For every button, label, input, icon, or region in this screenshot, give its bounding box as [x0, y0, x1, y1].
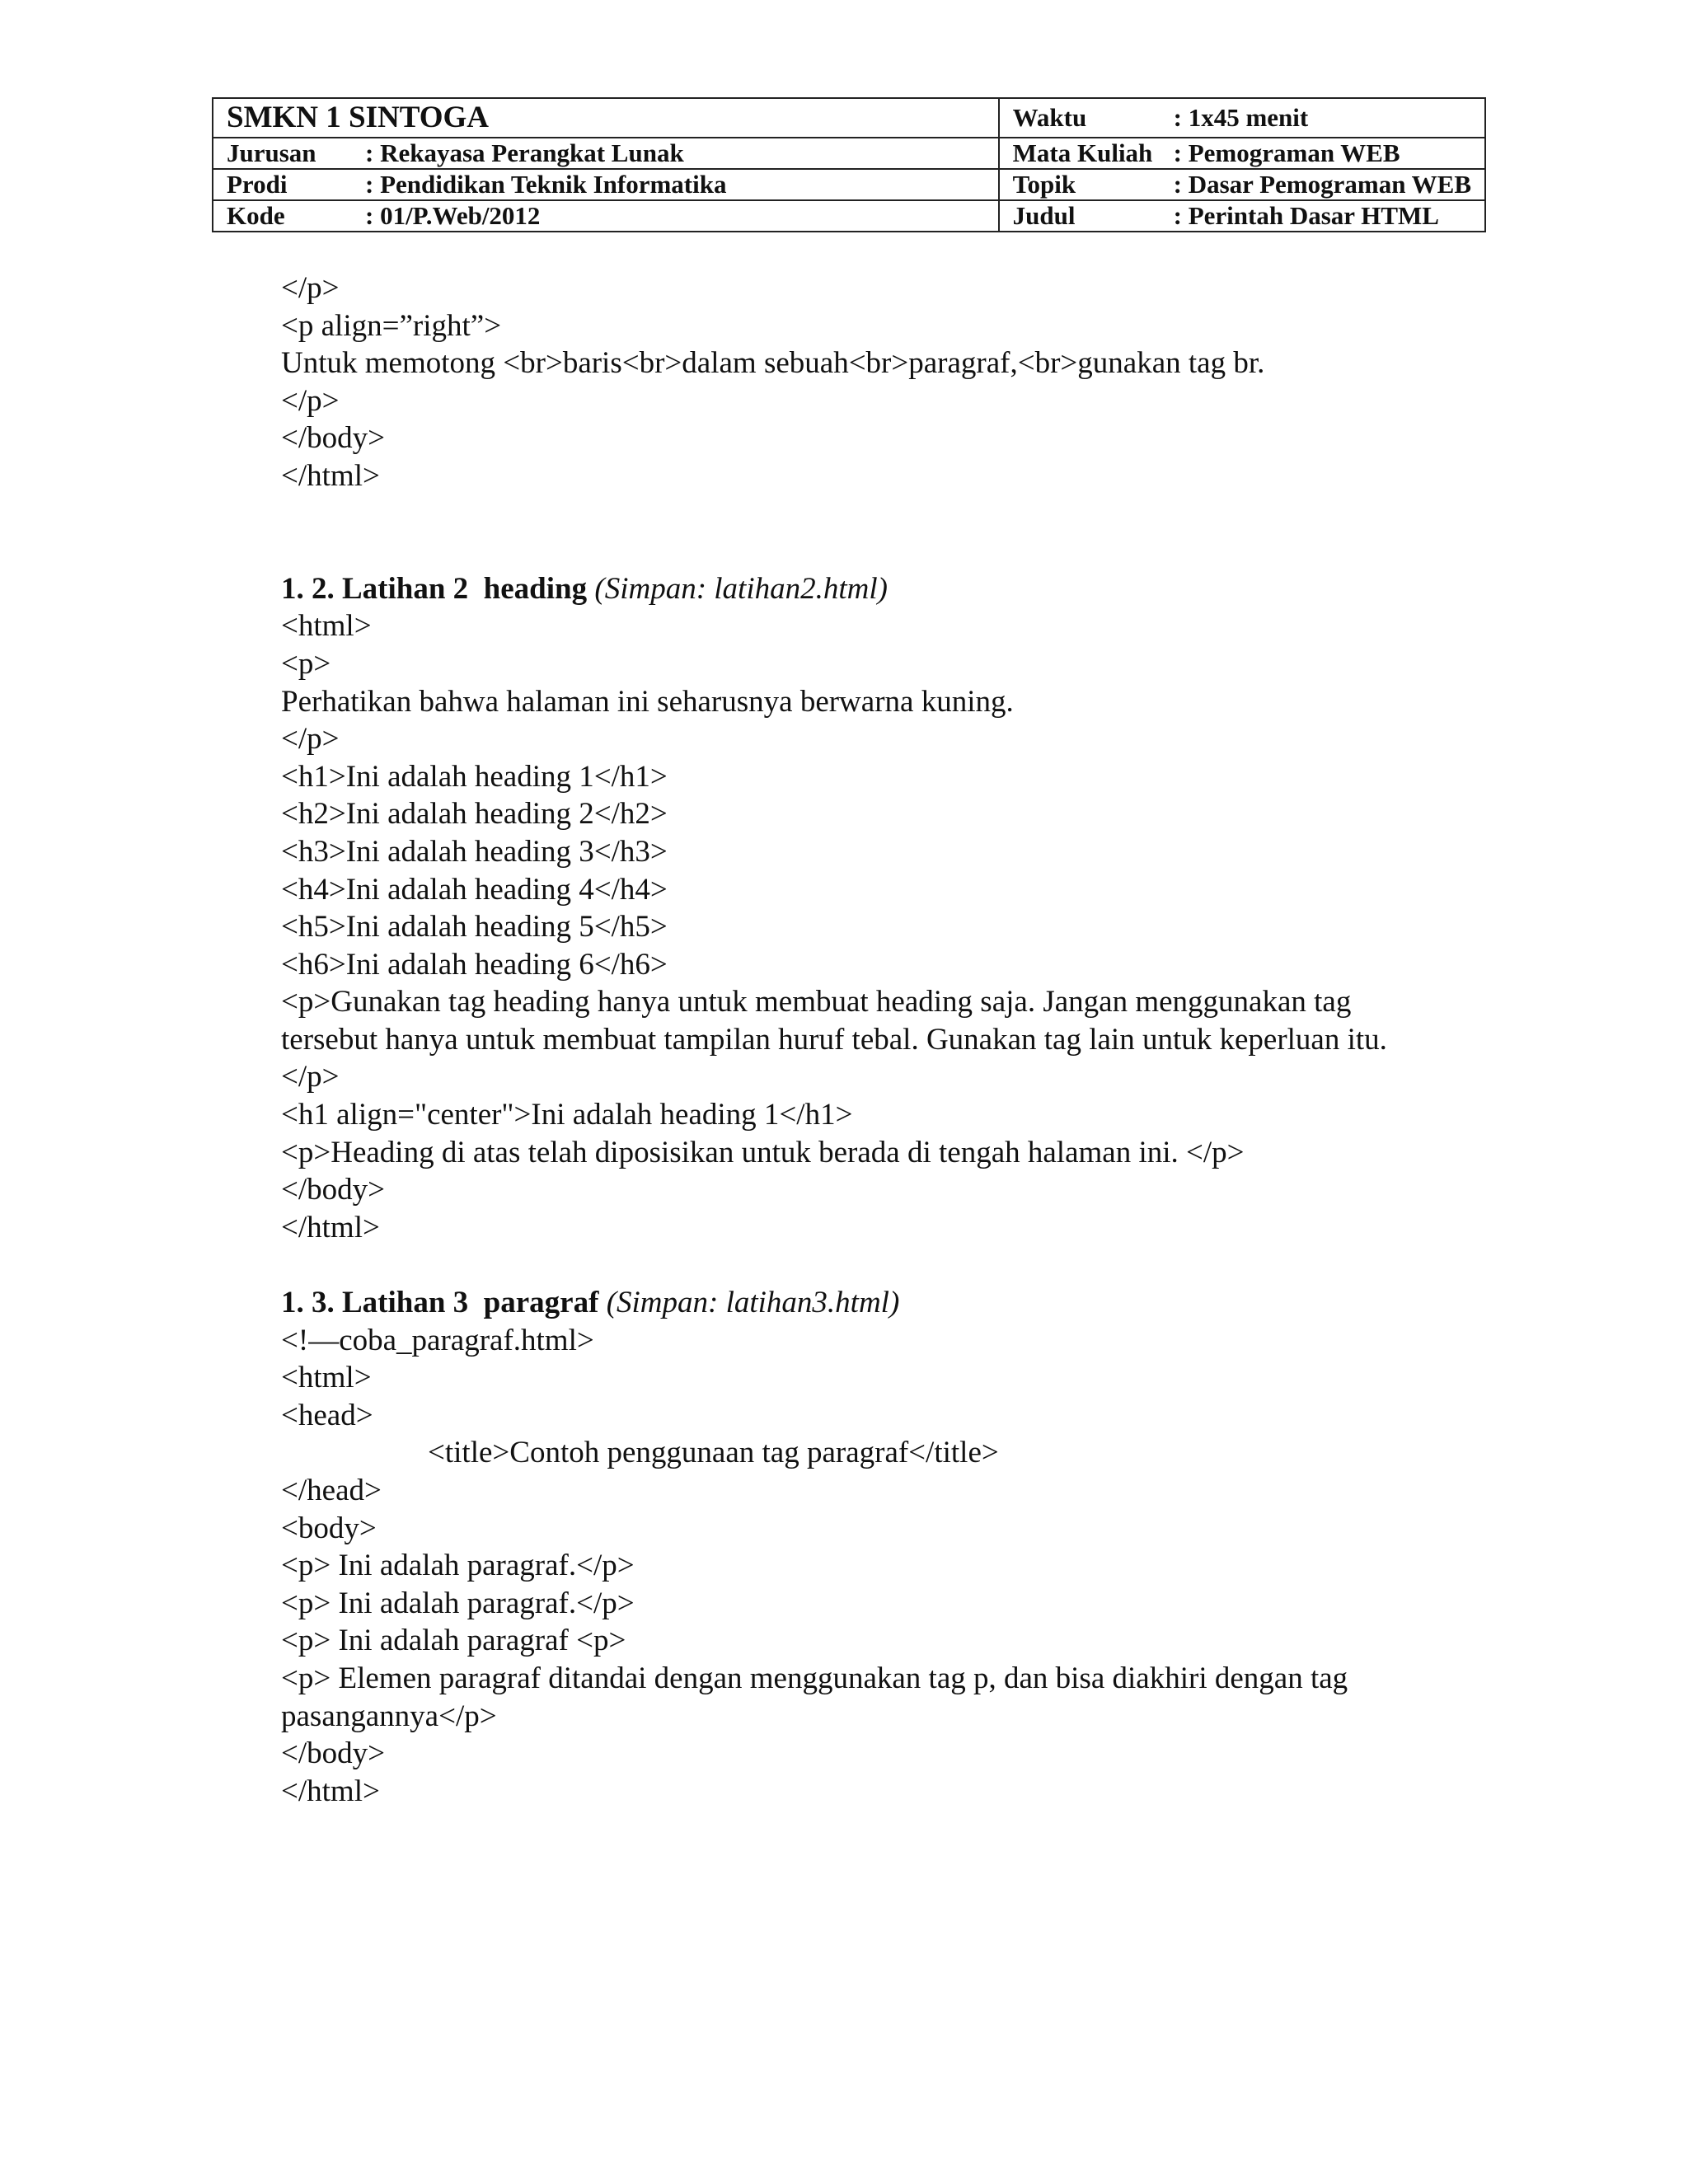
- code-line: <h3>Ini adalah heading 3</h3>: [281, 834, 668, 869]
- section-3-save-note: (Simpan: latihan3.html): [606, 1286, 900, 1320]
- header-row-kode: [213, 200, 1485, 232]
- section-2-title: 1. 2. Latihan 2 heading: [281, 571, 588, 606]
- code-line: <h1 align="center">Ini adalah heading 1</h1>: [281, 1098, 853, 1132]
- code-line: </p>: [281, 271, 340, 305]
- code-line: Perhatikan bahwa halaman ini seharusnya berwarna kuning.: [281, 684, 1014, 719]
- header-waktu-cell: [999, 98, 1485, 138]
- code-line: </html>: [281, 458, 380, 493]
- topik-value: : Dasar Pemograman WEB: [1173, 170, 1471, 199]
- mata-kuliah-label: Mata Kuliah: [1012, 138, 1153, 167]
- waktu-value: : 1x45 menit: [1173, 103, 1309, 132]
- jurusan-label: Jurusan: [227, 138, 316, 167]
- code-line: </html>: [281, 1210, 380, 1244]
- code-line: <h4>Ini adalah heading 4</h4>: [281, 872, 668, 907]
- code-line: </html>: [281, 1774, 380, 1808]
- kode-value: : 01/P.Web/2012: [365, 201, 541, 230]
- code-line: </body>: [281, 421, 386, 456]
- code-line: <p>: [281, 646, 331, 681]
- code-line: <p align=”right”>: [281, 308, 502, 343]
- code-line: <title>Contoh penggunaan tag paragraf</title>: [428, 1436, 999, 1470]
- code-line: <p>Heading di atas telah diposisikan untuk berada di tengah halaman ini. </p>: [281, 1135, 1245, 1169]
- code-line: </p>: [281, 383, 340, 418]
- spacer: [281, 1246, 1493, 1284]
- header-school-cell: [213, 98, 999, 138]
- code-line: </head>: [281, 1474, 382, 1507]
- code-line: <h5>Ini adalah heading 5</h5>: [281, 910, 668, 944]
- kode-label: Kode: [227, 201, 285, 230]
- code-line: <h1>Ini adalah heading 1</h1>: [281, 759, 668, 794]
- code-line: <!—coba_paragraf.html>: [281, 1323, 594, 1357]
- code-line: <p> Ini adalah paragraf.</p>: [281, 1586, 635, 1620]
- header-row-school: [213, 98, 1485, 138]
- topik-label: Topik: [1012, 170, 1076, 199]
- code-line: </p>: [281, 1060, 340, 1094]
- header-row-prodi: [213, 169, 1485, 200]
- code-line: Untuk memotong <br>baris<br>dalam sebuah<br>paragraf,<br>gunakan tag br.: [281, 346, 1265, 381]
- document-body: [281, 269, 1493, 1810]
- school-name: SMKN 1 SINTOGA: [227, 100, 489, 134]
- code-line: <html>: [281, 609, 372, 644]
- judul-label: Judul: [1012, 201, 1076, 230]
- code-line: <h2>Ini adalah heading 2</h2>: [281, 797, 668, 832]
- code-line: </body>: [281, 1173, 386, 1207]
- prodi-value: : Pendidikan Teknik Informatika: [365, 170, 727, 199]
- code-line: <p> Ini adalah paragraf.</p>: [281, 1549, 635, 1583]
- code-line: <h6>Ini adalah heading 6</h6>: [281, 947, 668, 982]
- header-table: [212, 97, 1486, 232]
- code-line: <p> Ini adalah paragraf <p>: [281, 1624, 626, 1658]
- spacer: [281, 495, 1493, 570]
- code-line: pasangannya</p>: [281, 1699, 497, 1733]
- header-prodi-cell: [213, 169, 999, 200]
- section-3-title: 1. 3. Latihan 3 paragraf: [281, 1286, 599, 1320]
- mata-kuliah-value: : Pemograman WEB: [1173, 138, 1400, 167]
- header-mata-kuliah-cell: [999, 138, 1485, 169]
- header-row-jurusan: [213, 138, 1485, 169]
- code-line: <p> Elemen paragraf ditandai dengan menggunakan tag p, dan bisa diakhiri dengan tag: [281, 1661, 1348, 1695]
- prodi-label: Prodi: [227, 170, 288, 199]
- header-topik-cell: [999, 169, 1485, 200]
- code-line: </body>: [281, 1736, 386, 1771]
- section-2-heading: [281, 570, 1493, 608]
- code-line: <head>: [281, 1398, 373, 1432]
- waktu-label: Waktu: [1012, 103, 1087, 132]
- jurusan-value: : Rekayasa Perangkat Lunak: [365, 138, 684, 167]
- code-line: <p>Gunakan tag heading hanya untuk membuat heading saja. Jangan menggunakan tag: [281, 985, 1352, 1019]
- header-kode-cell: [213, 200, 999, 232]
- code-line: <html>: [281, 1361, 372, 1395]
- section-2-save-note: (Simpan: latihan2.html): [594, 571, 888, 606]
- code-line: <body>: [281, 1511, 377, 1545]
- judul-value: : Perintah Dasar HTML: [1173, 201, 1439, 230]
- section-3-heading: [281, 1284, 1493, 1322]
- code-line: </p>: [281, 722, 340, 757]
- code-line: tersebut hanya untuk membuat tampilan huruf tebal. Gunakan tag lain untuk keperluan itu.: [281, 1022, 1387, 1057]
- header-jurusan-cell: [213, 138, 999, 169]
- header-judul-cell: [999, 200, 1485, 232]
